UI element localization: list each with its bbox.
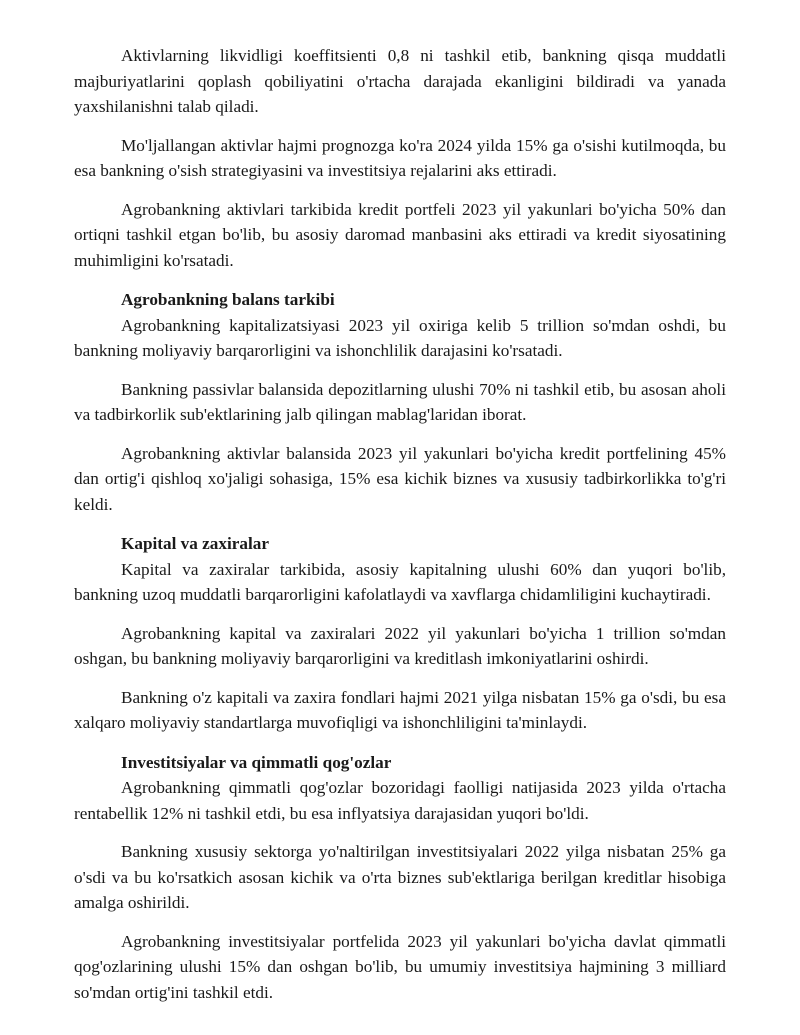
- paragraph-private-investments: Bankning xususiy sektorga yo'naltirilgan investitsiyalari 2022 yilga nisbatan 25% ga o'sdi va bu ko'rsatkich asosan kichik va o'rta biznes sub'ektlariga berilgan kreditlar hisobiga amalga oshirildi.: [74, 842, 726, 912]
- heading-balance-structure: Agrobankning balans tarkibi: [121, 290, 335, 309]
- paragraph-credit-portfolio: Agrobankning aktivlari tarkibida kredit portfeli 2023 yil yakunlari bo'yicha 50% dan ortiqni tashkil etgan bo'lib, bu asosiy daromad manbasini aks ettiradi va kredit siyosatining muhimligini ko'rsatadi.: [74, 199, 726, 270]
- paragraph-investment-portfolio: Agrobankning investitsiyalar portfelida 2023 yil yakunlari bo'yicha davlat qimmatli qog'ozlarining ulushi 15% dan oshgan bo'lib, bu umumiy investitsiya hajmining 3 milliard so'mdan ortig'ini tashkil etdi.: [74, 931, 726, 1002]
- paragraph-core-capital: Kapital va zaxiralar tarkibida, asosiy kapitalning ulushi 60% dan yuqori bo'lib, bankning uzoq muddatli barqarorligini kafolatlaydi va xavflarga chidamliligini kuchaytiradi.: [74, 559, 726, 604]
- paragraph-own-capital: Bankning o'z kapitali va zaxira fondlari hajmi 2021 yilga nisbatan 15% ga o'sdi, bu esa xalqaro moliyaviy standartlarga muvofiqligi va ishonchliligini ta'minlaydi.: [74, 687, 726, 732]
- paragraph-liquidity: Aktivlarning likvidligi koeffitsienti 0,8 ni tashkil etib, bankning qisqa muddatli majburiyatlarini qoplash qobiliyatini o'rtacha darajada ekanligini bildiradi va yanada yaxshilanishni talab qiladi.: [74, 46, 726, 116]
- paragraph-asset-balance: Agrobankning aktivlar balansida 2023 yil yakunlari bo'yicha kredit portfelining 45% dan ortig'i qishloq xo'jaligi sohasiga, 15% esa kichik biznes va xususiy tadbirkorlikka to'g'ri keldi.: [74, 443, 726, 514]
- heading-capital-reserves: Kapital va zaxiralar: [121, 534, 269, 553]
- paragraph-deposits: Bankning passivlar balansida depozitlarning ulushi 70% ni tashkil etib, bu asosan aholi va tadbirkorlik sub'ektlarining jalb qilingan mablag'laridan iborat.: [74, 379, 726, 424]
- paragraph-securities-return: Agrobankning qimmatli qog'ozlar bozoridagi faolligi natijasida 2023 yilda o'rtacha rentabellik 12% ni tashkil etdi, bu esa inflyatsiya darajasidan yuqori bo'ldi.: [74, 778, 726, 823]
- paragraph-target-assets: Mo'ljallangan aktivlar hajmi prognozga ko'ra 2024 yilda 15% ga o'sishi kutilmoqda, bu esa bankning o'sish strategiyasini va investitsiya rejalarini aks ettiradi.: [74, 135, 726, 180]
- document-page: [74, 43, 726, 1005]
- heading-investments-securities: Investitsiyalar va qimmatli qog'ozlar: [121, 752, 392, 772]
- paragraph-capital-2022: Agrobankning kapital va zaxiralari 2022 yil yakunlari bo'yicha 1 trillion so'mdan oshgan, bu bankning moliyaviy barqarorligini va kreditlash imkoniyatlarini oshirdi.: [74, 623, 726, 668]
- paragraph-capitalization: Agrobankning kapitalizatsiyasi 2023 yil oxiriga kelib 5 trillion so'mdan oshdi, bu bankning moliyaviy barqarorligini va ishonchlilik darajasini ko'rsatadi.: [74, 315, 726, 360]
